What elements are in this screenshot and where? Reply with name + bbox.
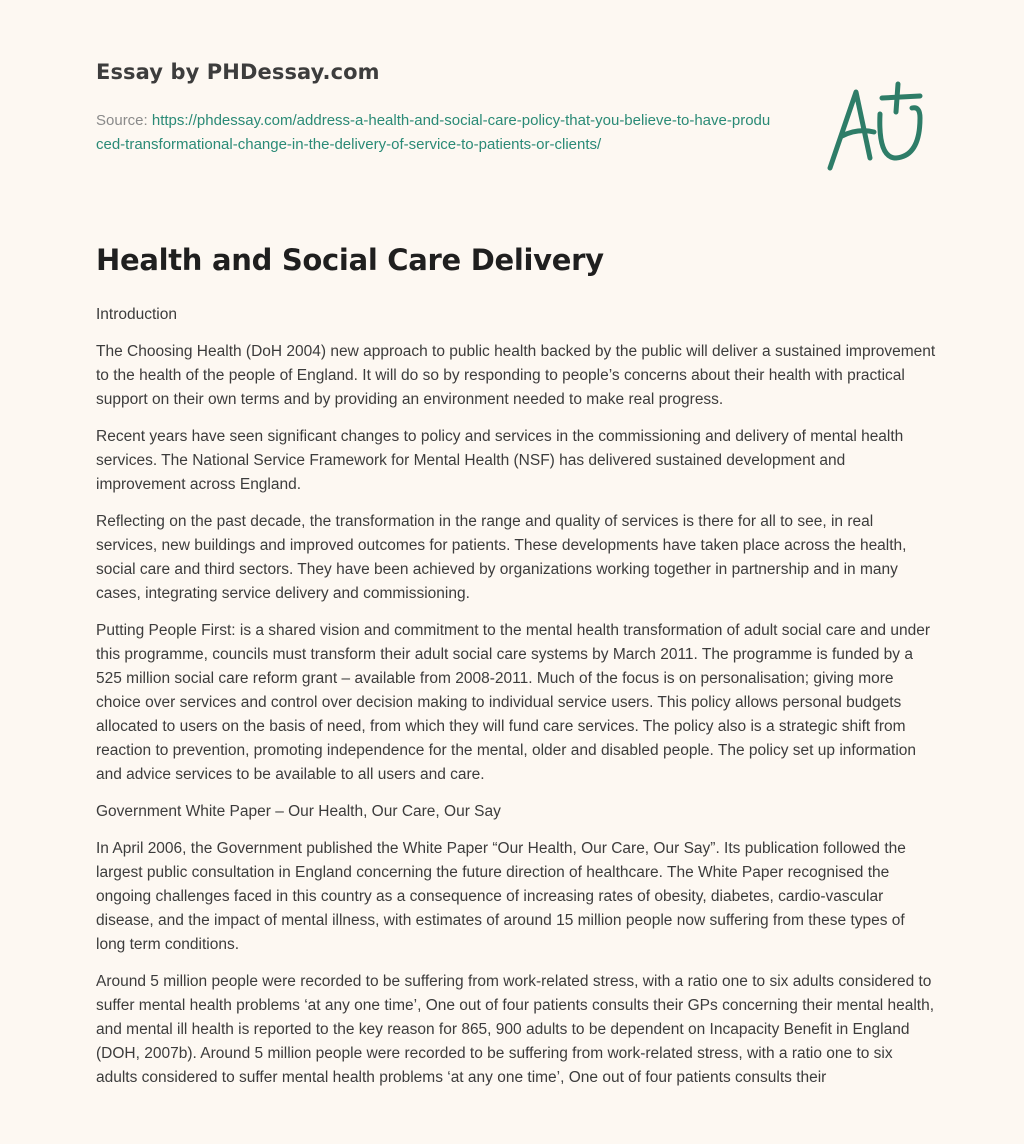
- paragraph: The Choosing Health (DoH 2004) new approach to public health backed by the public will deliver a sustained improvement to the health of the people of England. It will do so by responding to people’s concerns about their health with practical support on their own terms and by providing an environment needed to make real progress.: [96, 343, 936, 408]
- site-brand[interactable]: Essay by PHDessay.com: [96, 60, 380, 84]
- paragraph: Recent years have seen significant changes to policy and services in the commissioning and delivery of mental health services. The National Service Framework for Mental Health (NSF) has delivered sustained development and improvement across England.: [96, 428, 904, 493]
- paragraph: In April 2006, the Government published the White Paper “Our Health, Our Care, Our Say”. Its publication followed the largest public consultation in England concerning the future direction of healthcare. The White Paper recognised the ongoing challenges faced in this country as a consequence of increasing rates of obesity, diabetes, cardio-vascular disease, and the impact of mental illness, with estimates of around 15 million people now suffering from these types of long term conditions.: [96, 840, 906, 953]
- section-heading-white-paper: Government White Paper – Our Health, Our Care, Our Say: [96, 803, 501, 820]
- a-plus-logo: [820, 78, 930, 173]
- source-label: Source:: [96, 112, 148, 129]
- article-body: [96, 303, 936, 1103]
- section-heading-introduction: Introduction: [96, 306, 177, 323]
- paragraph: Reflecting on the past decade, the transformation in the range and quality of services is there for all to see, in real services, new buildings and improved outcomes for patients. These developments have taken place across the health, social care and third sectors. They have been achieved by organizations working together in partnership and in many cases, integrating service delivery and commissioning.: [96, 513, 907, 602]
- source-link[interactable]: https://phdessay.com/address-a-health-and-social-care-policy-that-you-believe-to-have-produced-transformational-change-in-the-delivery-of-service-to-patients-or-clients/: [96, 112, 771, 153]
- source-line: [96, 109, 776, 157]
- a-plus-logo-graphic: [820, 78, 930, 173]
- site-header: [96, 60, 796, 84]
- article-title: Health and Social Care Delivery: [96, 243, 604, 277]
- paragraph: Around 5 million people were recorded to be suffering from work-related stress, with a ratio one to six adults considered to suffer mental health problems ‘at any one time’, One out of four patients consults their GPs concerning their mental health, and mental ill health is reported to the key reason for 865, 900 adults to be dependent on Incapacity Benefit in England (DOH, 2007b). Around 5 million people were recorded to be suffering from work-related stress, with a ratio one to six adults considered to suffer mental health problems ‘at any one time’, One out of four patients consults their: [96, 973, 935, 1086]
- paragraph: Putting People First: is a shared vision and commitment to the mental health transformation of adult social care and under this programme, councils must transform their adult social care systems by March 2011. The programme is funded by a 525 million social care reform grant – available from 2008-2011. Much of the focus is on personalisation; giving more choice over services and control over decision making to individual service users. This policy allows personal budgets allocated to users on the basis of need, from which they will fund care services. The policy also is a strategic shift from reaction to prevention, promoting independence for the mental, older and disabled people. The policy set up information and advice services to be available to all users and care.: [96, 622, 930, 783]
